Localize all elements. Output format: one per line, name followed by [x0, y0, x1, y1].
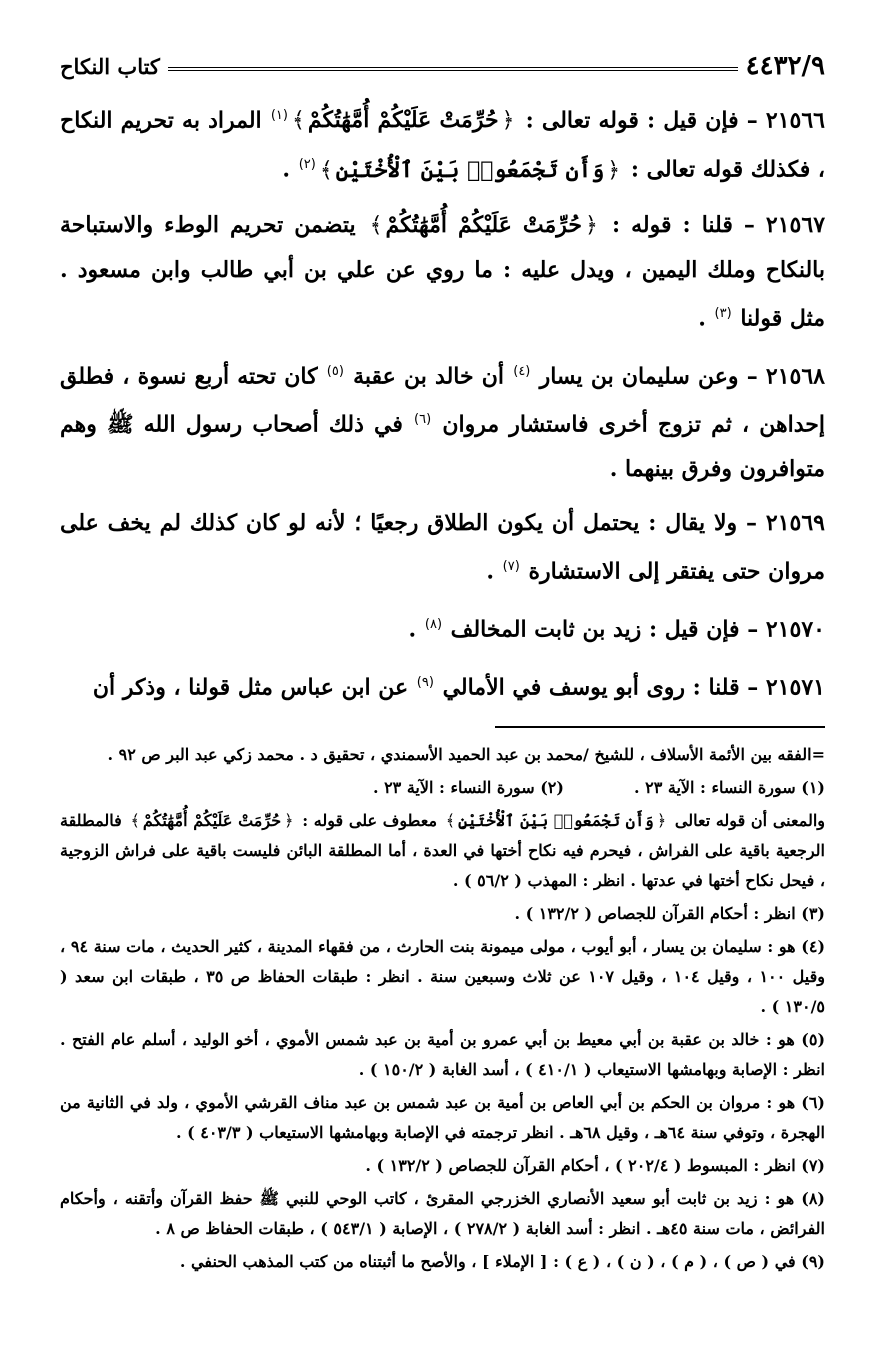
footnote-item: (٦) هو : مروان بن الحكم بن أبي العاص بن أمية بن عبد شمس بن عبد مناف القرشي الأموي ، ولد في الثانية من الهجرة ، وتوفي سنة ٦٤هـ ، وقيل ٦٨هـ . انظر ترجمته في الإصابة وبهامشها الاستيعاب ( ٤٠٣/٣ ) . — [60, 1092, 825, 1142]
text-run: المراد به تحريم النكاح ، فكذلك قوله تعالى : — [60, 107, 825, 183]
book-title: كتاب النكاح — [60, 53, 160, 79]
main-text — [60, 94, 825, 710]
ornate-bracket-open: ﴿ — [585, 212, 598, 238]
paragraph-number: ٢١٥٦٦ — [765, 107, 825, 134]
text-run: يتضمن تحريم الوطء والاستباحة بالنكاح وملك اليمين ، ويدل عليه : ما روي عن علي بن أبي طالب وابن مسعود . مثل قولنا — [60, 211, 825, 331]
footnote-ref[interactable]: (٩) — [416, 675, 434, 691]
footnote-ref[interactable]: (٣) — [714, 305, 732, 321]
footnote-pair — [60, 773, 825, 803]
text-run: . — [698, 304, 714, 331]
footnotes — [60, 740, 825, 1277]
paragraph-number: ٢١٥٦٧ — [765, 211, 826, 238]
footnote-item: (٩) في ( ص ) ، ( م ) ، ( ن ) ، ( ع ) : [ الإملاء ] ، والأصح ما أثبتناه من كتب المذهب الحنفي . — [179, 1251, 825, 1271]
footnote-item: (٨) هو : زيد بن ثابت أبو سعيد الأنصاري الخزرجي المقرئ ، كاتب الوحي للنبي ﷺ حفظ القرآن وأتقنه ، وأحكام الفرائض ، مات سنة ٤٥هـ . انظر : أسد الغابة ( ٢٧٨/٢ ) ، الإصابة ( ٥٤٣/١ ) ، طبقات الحفاظ ص ٨ . — [60, 1188, 825, 1238]
footnote-separator — [495, 726, 825, 728]
text-run: – قلنا : روى أبو يوسف في الأمالي — [434, 674, 766, 701]
footnote-ref[interactable]: (٦) — [414, 412, 432, 428]
text-run: . — [282, 156, 298, 183]
paragraph-number: ٢١٥٦٩ — [765, 509, 825, 536]
footnote-ref[interactable]: (٨) — [424, 616, 443, 632]
quran-text: وَأَن تَجْمَعُوا۟ بَيْنَ ٱلْأُخْتَيْنِ — [458, 810, 654, 830]
ornate-bracket-open: ﴿ — [284, 810, 294, 830]
paragraph-number: ٢١٥٧٠ — [765, 616, 825, 643]
footnote-item: (٤) هو : سليمان بن يسار ، أبو أيوب ، مولى ميمونة بنت الحارث ، من فقهاء المدينة ، كثير الحديث ، مات سنة ٩٤ ، وقيل ١٠٠ ، وقيل ١٠٤ ، وقيل ١٠٧ عن ثلاث وسبعين سنة . انظر : طبقات الحفاظ ص ٣٥ ، طبقات ابن سعد ( ١٣٠/٥ ) . — [60, 936, 826, 1016]
text-run: فالمطلقة الرجعية باقية على الفراش ، فيحرم فيه نكاح أختها في العدة ، أما المطلقة البائن فليست باقية على فراش الزوجية ، فيحل نكاح أختها في عدتها . انظر : المهذب ( ٥٦/٢ ) . — [60, 810, 825, 890]
footnote-continued: =الفقه بين الأئمة الأسلاف ، للشيخ /محمد بن عبد الحميد الأسمندي ، تحقيق د . محمد زكي عبد البر ص ٩٢ . — [107, 744, 825, 764]
quran-text: حُرِّمَتْ عَلَيْكُمْ أُمَّهَٰتُكُمْ — [307, 107, 499, 134]
text-run: في ذلك أصحاب رسول الله ﷺ وهم متوافرون وفرق بينهما . — [60, 411, 825, 482]
ornate-bracket-open: ﴿ — [656, 810, 667, 830]
text-run: عن ابن عباس مثل قولنا ، وذكر أن — [92, 674, 416, 701]
text-run: – ولا يقال : يحتمل أن يكون الطلاق رجعيًا ؛ لأنه لو كان كذلك لم يخف على مروان حتى يفتقر إلى الاستشارة — [60, 509, 825, 584]
quran-quote — [127, 811, 296, 830]
paragraph-٢١٥٦٦ — [60, 94, 825, 193]
ornate-bracket-close: ﴾ — [319, 157, 333, 183]
ornate-bracket-close: ﴾ — [291, 108, 305, 134]
quran-text: حُرِّمَتْ عَلَيْكُمْ أُمَّهَٰتُكُمْ — [142, 810, 282, 830]
footnote-list — [60, 899, 825, 1277]
ornate-bracket-open: ﴿ — [501, 108, 515, 134]
ornate-bracket-close: ﴾ — [130, 810, 140, 830]
quran-quote — [367, 212, 601, 238]
book-page — [60, 48, 825, 1280]
paragraph-٢١٥٦٩ — [60, 501, 825, 593]
text-run: معطوف على قوله : — [296, 810, 443, 830]
paragraph-number: ٢١٥٧١ — [765, 674, 825, 701]
paragraph-٢١٥٦٧ — [60, 203, 825, 340]
footnote-meaning — [60, 806, 825, 896]
text-run: – فإن قيل : قوله تعالى : — [517, 107, 766, 134]
footnote-2: (٢) سورة النساء : الآية ٢٣ . — [372, 777, 564, 797]
paragraph-٢١٥٧٠ — [60, 603, 825, 651]
footnote-item: (٥) هو : خالد بن عقبة بن أبي معيط بن أبي عمرو بن أمية بن عبد شمس الأموي ، أخو الوليد ، أسلم عام الفتح . انظر : الإصابة وبهامشها الاستيعاب ( ٤١٠/١ ) ، أسد الغابة ( ١٥٠/٢ ) . — [60, 1029, 826, 1079]
page-header — [60, 48, 825, 84]
text-run: أن خالد بن عقبة — [344, 363, 513, 390]
text-run: – وعن سليمان بن يسار — [531, 363, 766, 390]
text-run: . — [486, 557, 502, 584]
quran-quote — [443, 811, 669, 830]
text-run: كان تحته أربع نسوة ، فطلق إحداهن ، ثم تزوج أخرى فاستشار مروان — [60, 363, 825, 438]
text-run: – فإن قيل : زيد بن ثابت المخالف — [443, 616, 766, 643]
footnote-1: (١) سورة النساء : الآية ٢٣ . — [633, 777, 825, 797]
footnote-ref[interactable]: (٤) — [513, 363, 531, 379]
ornate-bracket-open: ﴿ — [607, 157, 621, 183]
paragraph-number: ٢١٥٦٨ — [765, 363, 825, 390]
paragraph-٢١٥٧١ — [60, 661, 825, 709]
footnote-ref[interactable]: (٧) — [502, 558, 520, 574]
footnote-ref[interactable]: (٥) — [326, 363, 344, 379]
ornate-bracket-close: ﴾ — [445, 810, 456, 830]
quran-quote — [317, 157, 623, 183]
ornate-bracket-close: ﴾ — [369, 212, 383, 238]
footnote-item: (٣) انظر : أحكام القرآن للجصاص ( ١٣٢/٢ ) . — [514, 903, 825, 923]
footnote-item: (٧) انظر : المبسوط ( ٢٠٢/٤ ) ، أحكام القرآن للجصاص ( ١٣٢/٢ ) . — [365, 1155, 825, 1175]
footnote-ref[interactable]: (١) — [270, 108, 288, 123]
text-run: والمعنى أن قوله تعالى — [669, 810, 826, 830]
header-rule — [168, 67, 738, 71]
text-run: – قلنا : قوله : — [600, 211, 766, 238]
text-run: . — [408, 616, 424, 643]
paragraph-٢١٥٦٨ — [60, 350, 825, 491]
page-number: ٤٤٣٢/٩ — [745, 51, 825, 81]
quran-text: حُرِّمَتْ عَلَيْكُمْ أُمَّهَٰتُكُمْ — [385, 211, 583, 238]
footnote-ref[interactable]: (٢) — [298, 157, 316, 173]
quran-text: وَأَن تَجْمَعُوا۟ بَيْنَ ٱلْأُخْتَيْنِ — [335, 156, 605, 183]
quran-quote — [289, 107, 518, 133]
